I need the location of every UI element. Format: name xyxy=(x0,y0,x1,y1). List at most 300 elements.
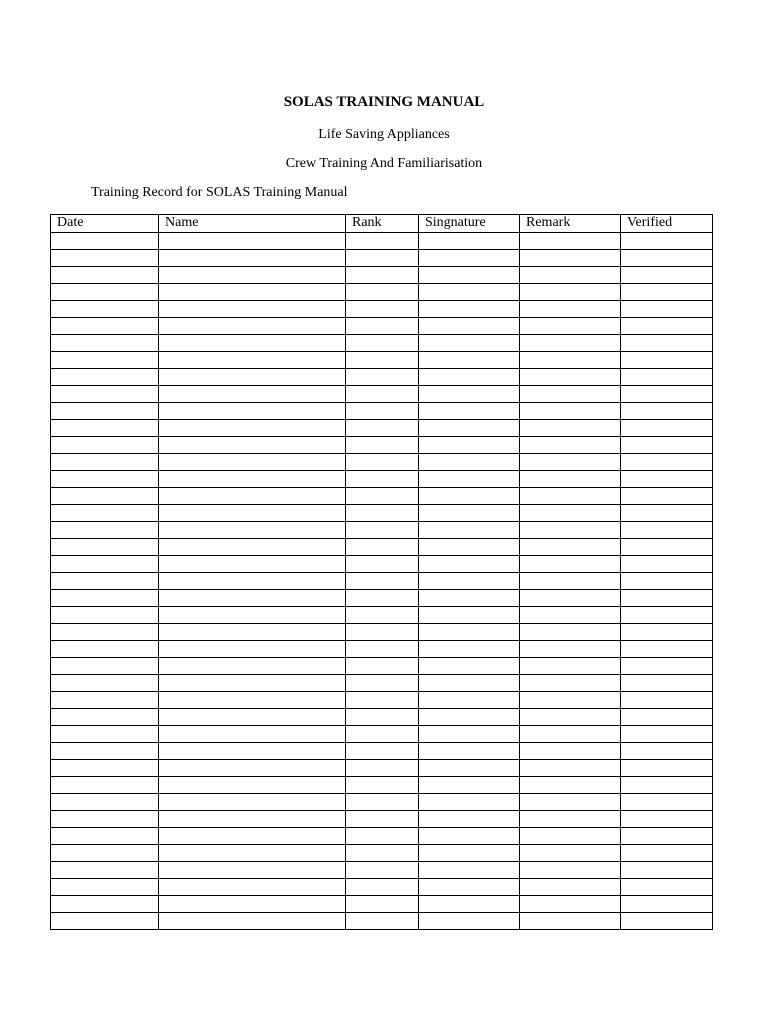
table-cell xyxy=(419,641,520,658)
table-cell xyxy=(621,607,713,624)
table-cell xyxy=(51,267,159,284)
table-cell xyxy=(51,471,159,488)
table-cell xyxy=(51,828,159,845)
table-cell xyxy=(419,658,520,675)
table-cell xyxy=(419,743,520,760)
table-cell xyxy=(346,879,419,896)
table-cell xyxy=(419,828,520,845)
table-cell xyxy=(159,913,346,930)
table-cell xyxy=(520,692,621,709)
table-row xyxy=(51,386,713,403)
table-row xyxy=(51,522,713,539)
table-cell xyxy=(419,386,520,403)
table-cell xyxy=(159,743,346,760)
table-cell xyxy=(51,437,159,454)
table-cell xyxy=(159,794,346,811)
table-cell xyxy=(51,777,159,794)
table-row xyxy=(51,488,713,505)
table-row xyxy=(51,454,713,471)
table-cell xyxy=(621,471,713,488)
table-cell xyxy=(159,284,346,301)
table-cell xyxy=(419,862,520,879)
table-row xyxy=(51,335,713,352)
table-cell xyxy=(520,760,621,777)
table-cell xyxy=(159,403,346,420)
table-cell xyxy=(51,743,159,760)
table-cell xyxy=(621,675,713,692)
table-cell xyxy=(159,488,346,505)
table-cell xyxy=(621,420,713,437)
table-row xyxy=(51,369,713,386)
table-cell xyxy=(346,760,419,777)
table-cell xyxy=(520,505,621,522)
table-cell xyxy=(520,233,621,250)
table-cell xyxy=(346,539,419,556)
table-cell xyxy=(419,522,520,539)
table-cell xyxy=(51,794,159,811)
table-cell xyxy=(346,726,419,743)
table-cell xyxy=(520,590,621,607)
table-cell xyxy=(51,505,159,522)
table-row xyxy=(51,420,713,437)
table-row xyxy=(51,794,713,811)
table-cell xyxy=(346,369,419,386)
table-cell xyxy=(621,913,713,930)
table-cell xyxy=(621,386,713,403)
table-cell xyxy=(520,675,621,692)
table-cell xyxy=(346,896,419,913)
table-row xyxy=(51,726,713,743)
table-cell xyxy=(346,590,419,607)
table-cell xyxy=(346,471,419,488)
table-cell xyxy=(520,641,621,658)
table-cell xyxy=(520,811,621,828)
table-cell xyxy=(159,641,346,658)
table-cell xyxy=(419,556,520,573)
table-cell xyxy=(51,760,159,777)
table-cell xyxy=(346,641,419,658)
table-cell xyxy=(621,437,713,454)
table-row xyxy=(51,743,713,760)
table-cell xyxy=(159,539,346,556)
table-row xyxy=(51,675,713,692)
table-cell xyxy=(346,794,419,811)
table-cell xyxy=(159,454,346,471)
table-cell xyxy=(159,692,346,709)
table-cell xyxy=(51,896,159,913)
table-cell xyxy=(621,879,713,896)
table-cell xyxy=(51,709,159,726)
table-cell xyxy=(51,641,159,658)
table-cell xyxy=(51,233,159,250)
table-row xyxy=(51,318,713,335)
table-cell xyxy=(520,471,621,488)
table-cell xyxy=(159,369,346,386)
table-cell xyxy=(346,454,419,471)
table-cell xyxy=(520,828,621,845)
table-cell xyxy=(346,403,419,420)
table-cell xyxy=(51,386,159,403)
table-cell xyxy=(159,658,346,675)
table-cell xyxy=(346,675,419,692)
page-title: SOLAS TRAINING MANUAL xyxy=(283,94,485,110)
table-cell xyxy=(520,862,621,879)
table-cell xyxy=(346,828,419,845)
table-cell xyxy=(621,505,713,522)
table-cell xyxy=(159,845,346,862)
table-cell xyxy=(51,845,159,862)
table-cell xyxy=(621,403,713,420)
table-cell xyxy=(159,726,346,743)
table-row xyxy=(51,505,713,522)
table-cell xyxy=(159,879,346,896)
table-cell xyxy=(159,386,346,403)
table-cell xyxy=(346,420,419,437)
table-cell xyxy=(621,454,713,471)
table-cell xyxy=(346,488,419,505)
table-cell xyxy=(159,760,346,777)
table-cell xyxy=(419,318,520,335)
table-cell xyxy=(159,811,346,828)
table-cell xyxy=(51,590,159,607)
table-cell xyxy=(51,335,159,352)
table-row xyxy=(51,250,713,267)
table-cell xyxy=(346,743,419,760)
table-cell xyxy=(159,607,346,624)
table-cell xyxy=(419,675,520,692)
table-cell xyxy=(51,420,159,437)
table-cell xyxy=(520,454,621,471)
table-cell xyxy=(621,335,713,352)
table-row xyxy=(51,862,713,879)
table-cell xyxy=(520,539,621,556)
table-cell xyxy=(520,335,621,352)
table-cell xyxy=(621,828,713,845)
table-cell xyxy=(419,301,520,318)
table-row xyxy=(51,590,713,607)
table-cell xyxy=(621,369,713,386)
table-cell xyxy=(520,403,621,420)
table-cell xyxy=(51,811,159,828)
table-row xyxy=(51,573,713,590)
table-row xyxy=(51,828,713,845)
table-cell xyxy=(419,811,520,828)
table-cell xyxy=(346,573,419,590)
table-row xyxy=(51,471,713,488)
table-cell xyxy=(51,607,159,624)
table-cell xyxy=(520,845,621,862)
table-cell xyxy=(419,777,520,794)
column-header-signature: Singnature xyxy=(419,215,520,233)
table-cell xyxy=(621,488,713,505)
table-cell xyxy=(159,573,346,590)
table-cell xyxy=(520,624,621,641)
table-cell xyxy=(621,284,713,301)
column-header-name: Name xyxy=(159,215,346,233)
table-cell xyxy=(520,556,621,573)
table-cell xyxy=(159,471,346,488)
table-cell xyxy=(621,233,713,250)
table-cell xyxy=(51,556,159,573)
table-row xyxy=(51,845,713,862)
table-cell xyxy=(520,794,621,811)
table-cell xyxy=(621,709,713,726)
table-cell xyxy=(159,318,346,335)
table-cell xyxy=(159,556,346,573)
table-cell xyxy=(621,590,713,607)
table-cell xyxy=(520,369,621,386)
table-cell xyxy=(346,284,419,301)
table-cell xyxy=(51,488,159,505)
table-cell xyxy=(346,250,419,267)
table-row xyxy=(51,658,713,675)
table-cell xyxy=(51,726,159,743)
table-cell xyxy=(419,607,520,624)
table-row xyxy=(51,301,713,318)
table-cell xyxy=(346,318,419,335)
table-cell xyxy=(520,267,621,284)
table-cell xyxy=(419,913,520,930)
table-cell xyxy=(159,522,346,539)
table-row xyxy=(51,879,713,896)
table-cell xyxy=(621,896,713,913)
table-cell xyxy=(346,811,419,828)
table-cell xyxy=(346,862,419,879)
table-cell xyxy=(51,284,159,301)
table-cell xyxy=(159,352,346,369)
table-cell xyxy=(51,352,159,369)
table-cell xyxy=(520,743,621,760)
table-row xyxy=(51,267,713,284)
table-cell xyxy=(520,913,621,930)
subtitle-crew-training: Crew Training And Familiarisation xyxy=(285,156,483,171)
table-row xyxy=(51,692,713,709)
table-cell xyxy=(621,726,713,743)
table-cell xyxy=(346,556,419,573)
table-cell xyxy=(346,267,419,284)
table-row xyxy=(51,641,713,658)
table-cell xyxy=(621,777,713,794)
table-cell xyxy=(621,267,713,284)
table-row xyxy=(51,811,713,828)
table-cell xyxy=(621,318,713,335)
table-cell xyxy=(159,709,346,726)
table-cell xyxy=(159,233,346,250)
table-cell xyxy=(159,250,346,267)
table-cell xyxy=(419,590,520,607)
table-cell xyxy=(159,862,346,879)
table-cell xyxy=(520,879,621,896)
table-cell xyxy=(159,590,346,607)
table-cell xyxy=(159,828,346,845)
training-record-caption: Training Record for SOLAS Training Manual xyxy=(91,185,348,200)
table-cell xyxy=(621,845,713,862)
table-cell xyxy=(346,709,419,726)
table-cell xyxy=(419,794,520,811)
table-cell xyxy=(51,624,159,641)
table-cell xyxy=(419,267,520,284)
table-cell xyxy=(621,794,713,811)
table-cell xyxy=(346,301,419,318)
table-row xyxy=(51,709,713,726)
table-row xyxy=(51,539,713,556)
table-cell xyxy=(51,675,159,692)
table-cell xyxy=(346,913,419,930)
table-cell xyxy=(621,641,713,658)
training-record-table xyxy=(50,214,713,930)
table-cell xyxy=(520,573,621,590)
table-cell xyxy=(346,386,419,403)
table-cell xyxy=(346,335,419,352)
table-cell xyxy=(520,658,621,675)
table-cell xyxy=(159,420,346,437)
table-cell xyxy=(419,573,520,590)
table-header-row xyxy=(51,215,713,233)
table-cell xyxy=(621,556,713,573)
column-header-verified: Verified xyxy=(621,215,713,233)
table-row xyxy=(51,284,713,301)
table-cell xyxy=(419,692,520,709)
table-cell xyxy=(51,913,159,930)
table-cell xyxy=(51,658,159,675)
table-row xyxy=(51,607,713,624)
table-cell xyxy=(621,658,713,675)
table-cell xyxy=(621,624,713,641)
table-cell xyxy=(159,267,346,284)
table-cell xyxy=(51,454,159,471)
table-row xyxy=(51,760,713,777)
column-header-rank: Rank xyxy=(346,215,419,233)
table-cell xyxy=(419,335,520,352)
table-cell xyxy=(419,845,520,862)
table-cell xyxy=(621,573,713,590)
table-cell xyxy=(419,250,520,267)
table-cell xyxy=(621,760,713,777)
column-header-date: Date xyxy=(51,215,159,233)
table-cell xyxy=(520,777,621,794)
table-cell xyxy=(51,301,159,318)
table-cell xyxy=(520,709,621,726)
table-cell xyxy=(520,250,621,267)
table-cell xyxy=(419,760,520,777)
table-cell xyxy=(419,352,520,369)
table-cell xyxy=(159,777,346,794)
table-cell xyxy=(51,539,159,556)
table-cell xyxy=(51,862,159,879)
table-cell xyxy=(346,522,419,539)
table-cell xyxy=(346,624,419,641)
table-cell xyxy=(520,607,621,624)
table-cell xyxy=(346,777,419,794)
table-row xyxy=(51,352,713,369)
table-row xyxy=(51,437,713,454)
table-cell xyxy=(520,301,621,318)
table-cell xyxy=(621,743,713,760)
table-cell xyxy=(419,539,520,556)
table-cell xyxy=(346,233,419,250)
table-row xyxy=(51,896,713,913)
table-cell xyxy=(621,862,713,879)
table-cell xyxy=(419,896,520,913)
table-cell xyxy=(520,420,621,437)
table-cell xyxy=(621,301,713,318)
table-cell xyxy=(520,352,621,369)
table-cell xyxy=(621,250,713,267)
table-cell xyxy=(419,471,520,488)
table-cell xyxy=(159,896,346,913)
table-row xyxy=(51,233,713,250)
table-cell xyxy=(520,386,621,403)
table-cell xyxy=(419,454,520,471)
table-cell xyxy=(419,726,520,743)
table-cell xyxy=(520,896,621,913)
table-cell xyxy=(159,505,346,522)
table-cell xyxy=(419,284,520,301)
table-cell xyxy=(51,879,159,896)
table-cell xyxy=(419,420,520,437)
table-cell xyxy=(419,488,520,505)
table-cell xyxy=(621,352,713,369)
table-cell xyxy=(51,522,159,539)
table-cell xyxy=(621,539,713,556)
table-cell xyxy=(621,692,713,709)
table-cell xyxy=(346,692,419,709)
table-cell xyxy=(419,624,520,641)
table-body xyxy=(51,233,713,930)
table-cell xyxy=(346,658,419,675)
table-cell xyxy=(520,318,621,335)
table-cell xyxy=(51,369,159,386)
table-cell xyxy=(520,726,621,743)
table-cell xyxy=(159,437,346,454)
table-cell xyxy=(621,522,713,539)
table-cell xyxy=(520,437,621,454)
table-row xyxy=(51,403,713,420)
table-cell xyxy=(346,352,419,369)
table-cell xyxy=(159,301,346,318)
table-cell xyxy=(159,624,346,641)
table-cell xyxy=(419,879,520,896)
table-cell xyxy=(51,573,159,590)
table-row xyxy=(51,624,713,641)
table-cell xyxy=(346,607,419,624)
table-cell xyxy=(419,505,520,522)
table-cell xyxy=(51,318,159,335)
table-row xyxy=(51,913,713,930)
table-cell xyxy=(520,522,621,539)
table-cell xyxy=(51,250,159,267)
table-cell xyxy=(419,369,520,386)
table-row xyxy=(51,556,713,573)
column-header-remark: Remark xyxy=(520,215,621,233)
table-cell xyxy=(520,284,621,301)
table-cell xyxy=(419,233,520,250)
table-cell xyxy=(159,675,346,692)
table-cell xyxy=(419,403,520,420)
table-cell xyxy=(520,488,621,505)
table-cell xyxy=(621,811,713,828)
table-cell xyxy=(419,709,520,726)
table-cell xyxy=(346,845,419,862)
table-row xyxy=(51,777,713,794)
subtitle-life-saving-appliances: Life Saving Appliances xyxy=(318,127,450,142)
table-cell xyxy=(51,692,159,709)
table-cell xyxy=(346,437,419,454)
table-cell xyxy=(51,403,159,420)
table-cell xyxy=(419,437,520,454)
table-cell xyxy=(346,505,419,522)
table-cell xyxy=(159,335,346,352)
